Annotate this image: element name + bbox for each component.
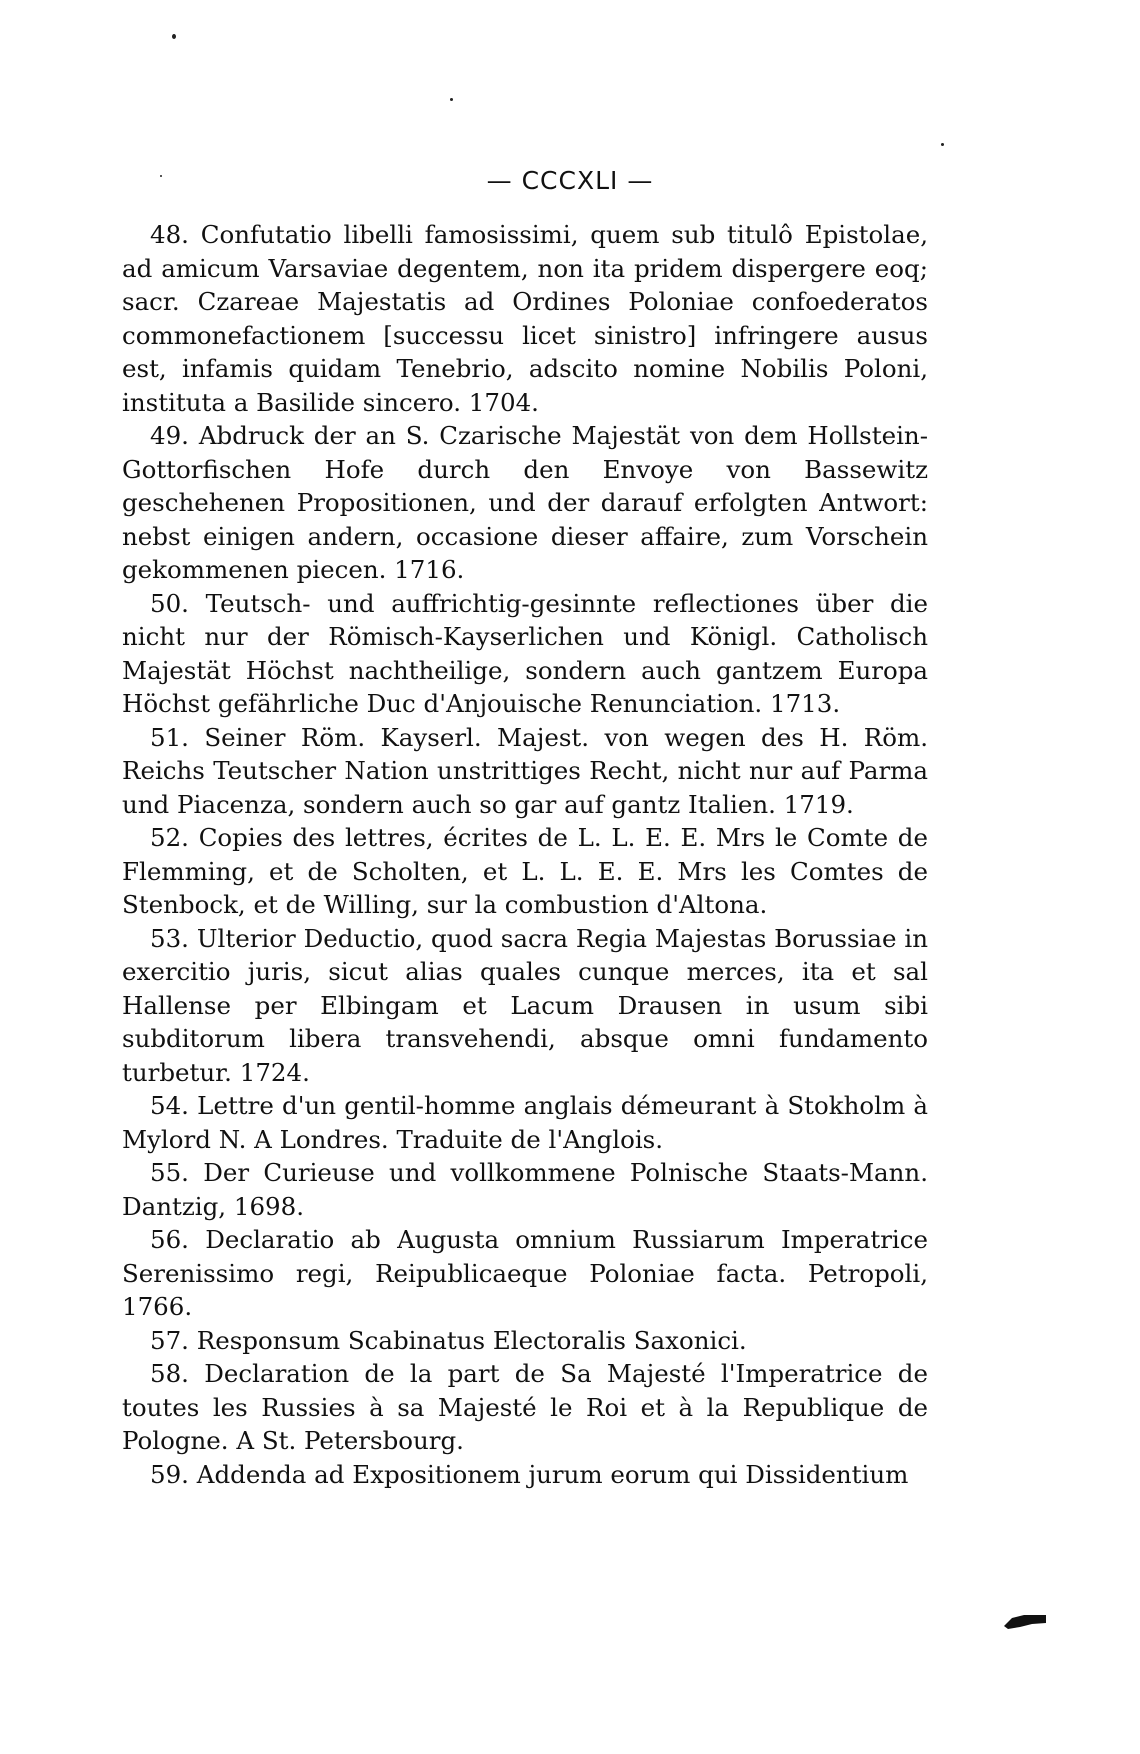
entry-text: Der Curieuse und vollkommene Polnische Staats-Mann. Dantzig, 1698. — [122, 1158, 928, 1221]
entry-number: 52. — [150, 823, 189, 852]
list-item — [122, 1458, 928, 1492]
list-item — [122, 821, 928, 922]
entry-number: 59. — [150, 1459, 189, 1489]
list-item — [122, 419, 928, 587]
entry-number: 49. — [150, 421, 189, 450]
entry-text: Ulterior Deductio, quod sacra Regia Majestas Borussiae in exercitio juris, sicut alias quales cunque merces, ita et sal Hallense per Elbingam et Lacum Drausen in usum sibi subditorum libera transvehendi, absque omni fundamento turbetur. 1724. — [122, 923, 928, 1087]
entry-text: Responsum Scabinatus Electoralis Saxonici. — [196, 1325, 747, 1355]
entry-text: Confutatio libelli famosissimi, quem sub titulô Epistolae, ad amicum Varsaviae degentem, non ita pridem dispergere eoq; sacr. Czareae Majestatis ad Ordines Poloniae confoederatos commonefactionem [successu licet sinistro] infringere ausus est, infamis quidam Tenebrio, adscito nomine Nobilis Poloni, instituta a Basilide sincero. 1704. — [122, 220, 928, 417]
list-item — [122, 1156, 928, 1223]
list-item — [122, 721, 928, 822]
ink-speck — [941, 143, 944, 146]
list-item — [122, 1324, 928, 1358]
list-item — [122, 587, 928, 721]
list-item — [122, 1223, 928, 1324]
entry-number: 56. — [150, 1225, 189, 1254]
entry-text: Declaration de la part de Sa Majesté l'Imperatrice de toutes les Russies à sa Majesté le Roi et à la Republique de Pologne. A St. Petersbourg. — [122, 1359, 928, 1455]
entry-number: 51. — [150, 722, 189, 752]
ink-speck — [450, 98, 453, 101]
list-item — [122, 922, 928, 1090]
list-item — [122, 218, 928, 419]
entry-number: 58. — [150, 1359, 189, 1388]
entry-number: 54. — [150, 1091, 189, 1120]
ink-speck — [172, 34, 176, 39]
ink-blot-mark — [1002, 1612, 1048, 1630]
list-item — [122, 1357, 928, 1458]
entry-text: Seiner Röm. Kayserl. Majest. von wegen des H. Röm. Reichs Teutscher Nation unstrittiges Recht, nicht nur auf Parma und Piacenza, sondern auch so gar auf gantz Italien. 1719. — [122, 722, 928, 819]
page-number-header: — CCCXLI — — [486, 166, 654, 195]
entry-text: Declaratio ab Augusta omnium Russiarum Imperatrice Serenissimo regi, Reipublicaeque Poloniae facta. Petropoli, 1766. — [122, 1225, 928, 1321]
entry-text: Copies des lettres, écrites de L. L. E. E. Mrs le Comte de Flemming, et de Scholten, et L. L. E. E. Mrs les Comtes de Stenbock, et de Willing, sur la combustion d'Altona. — [122, 823, 928, 919]
entry-text: Abdruck der an S. Czarische Majestät von dem Hollstein-Gottorfischen Hofe durch den Envoye von Bassewitz geschehenen Propositionen, und der darauf erfolgten Antwort: nebst einigen andern, occasione dieser affaire, zum Vorschein gekommenen piecen. 1716. — [122, 421, 928, 584]
entry-text: Lettre d'un gentil-homme anglais démeurant à Stokholm à Mylord N. A Londres. Traduite de l'Anglois. — [122, 1091, 928, 1154]
entry-number: 57. — [150, 1325, 189, 1355]
entry-number: 53. — [150, 923, 189, 953]
list-item — [122, 1089, 928, 1156]
entry-number: 50. — [150, 588, 189, 618]
entry-list — [122, 218, 928, 1491]
entry-number: 48. — [150, 220, 189, 249]
entry-number: 55. — [150, 1158, 189, 1187]
entry-text: Addenda ad Expositionem jurum eorum qui Dissidentium — [196, 1459, 909, 1489]
entry-text: Teutsch- und auffrichtig-gesinnte reflectiones über die nicht nur der Römisch-Kayserlichen und Königl. Catholisch Majestät Höchst nachtheilige, sondern auch gantzem Europa Höchst gefährliche Duc d'Anjouische Renunciation. 1713. — [122, 588, 928, 718]
